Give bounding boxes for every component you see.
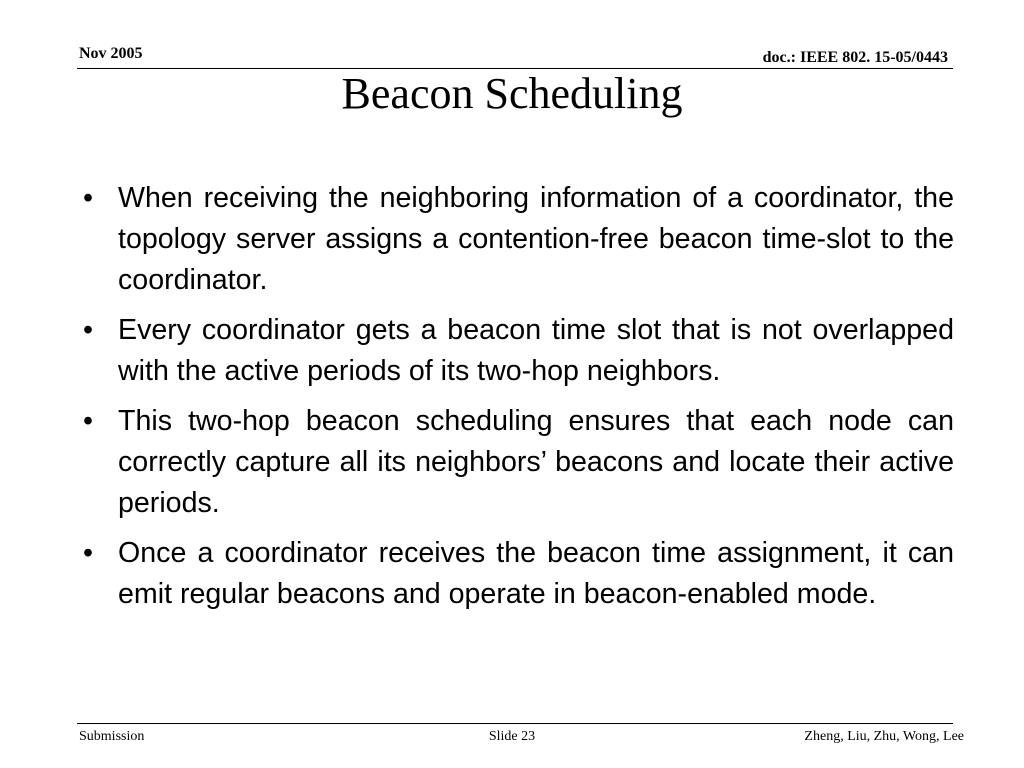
- bullet-icon: •: [83, 537, 94, 569]
- bullet-item: [70, 401, 954, 524]
- bullet-text: When receiving the neighboring information of a coordinator, the topology server assigns a contention-free beacon time-slot to the coordinator.: [118, 182, 954, 296]
- header-date: Nov 2005: [79, 45, 143, 62]
- bullet-item: [70, 310, 954, 392]
- bullet-text: This two-hop beacon scheduling ensures that each node can correctly capture all its neighbors’ beacons and locate their active periods.: [118, 405, 954, 519]
- bullet-list: [70, 178, 954, 624]
- bullet-icon: •: [83, 405, 94, 437]
- slide-title: Beacon Scheduling: [341, 69, 683, 118]
- bullet-icon: •: [83, 314, 94, 346]
- bullet-text: Once a coordinator receives the beacon time assignment, it can emit regular beacons and operate in beacon-enabled mode.: [118, 537, 954, 610]
- header-doc-id: doc.: IEEE 802. 15-05/0443: [762, 49, 948, 66]
- bullet-text: Every coordinator gets a beacon time slot that is not overlapped with the active periods of its two-hop neighbors.: [118, 314, 954, 387]
- bullet-item: [70, 533, 954, 615]
- bullet-item: [70, 178, 954, 301]
- footer-slide-number: Slide 23: [488, 729, 536, 744]
- footer-authors: Zheng, Liu, Zhu, Wong, Lee: [804, 729, 964, 744]
- footer-divider: [77, 723, 953, 724]
- footer-submission: Submission: [79, 729, 145, 744]
- bullet-icon: •: [83, 182, 94, 214]
